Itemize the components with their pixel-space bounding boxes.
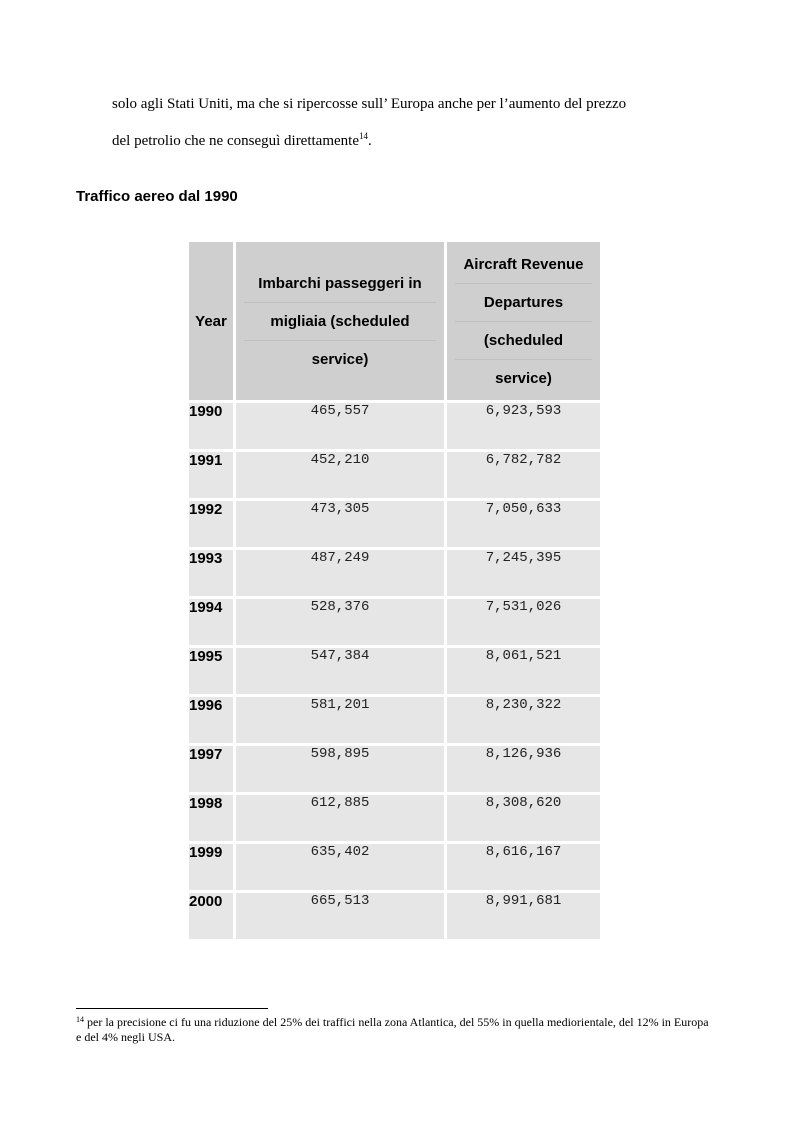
table-row (189, 599, 600, 645)
cell-year: 1999 (189, 844, 233, 890)
table-row (189, 697, 600, 743)
cell-aircraft: 8,991,681 (447, 893, 600, 939)
cell-year: 1994 (189, 599, 233, 645)
table-row (189, 550, 600, 596)
footnote-divider (76, 1008, 268, 1009)
header-imbarchi (236, 242, 444, 400)
cell-aircraft: 7,050,633 (447, 501, 600, 547)
cell-imbarchi: 487,249 (236, 550, 444, 596)
cell-aircraft: 6,782,782 (447, 452, 600, 498)
cell-aircraft: 8,061,521 (447, 648, 600, 694)
footnote-number: 14 (76, 1015, 84, 1024)
cell-year: 1992 (189, 501, 233, 547)
cell-year: 2000 (189, 893, 233, 939)
table-row (189, 795, 600, 841)
table-row (189, 452, 600, 498)
header-imbarchi-line: Imbarchi passeggeri in (244, 265, 436, 303)
header-imbarchi-line: service) (311, 350, 369, 368)
table-row (189, 648, 600, 694)
header-aircraft-line: Departures (455, 284, 592, 322)
cell-imbarchi: 452,210 (236, 452, 444, 498)
body-paragraph-line-2 (112, 131, 372, 149)
cell-imbarchi: 473,305 (236, 501, 444, 547)
table-header-row (189, 242, 600, 400)
cell-imbarchi: 547,384 (236, 648, 444, 694)
cell-year: 1991 (189, 452, 233, 498)
header-aircraft-line: service) (495, 369, 552, 387)
cell-aircraft: 8,126,936 (447, 746, 600, 792)
table-row (189, 403, 600, 449)
table-row (189, 844, 600, 890)
table-row (189, 893, 600, 939)
cell-aircraft: 7,245,395 (447, 550, 600, 596)
header-aircraft-line: (scheduled (455, 322, 592, 360)
cell-imbarchi: 665,513 (236, 893, 444, 939)
cell-aircraft: 7,531,026 (447, 599, 600, 645)
table-row (189, 746, 600, 792)
cell-imbarchi: 598,895 (236, 746, 444, 792)
cell-year: 1990 (189, 403, 233, 449)
cell-year: 1996 (189, 697, 233, 743)
cell-year: 1995 (189, 648, 233, 694)
cell-year: 1997 (189, 746, 233, 792)
body-paragraph-end: . (368, 133, 372, 149)
header-year: Year (189, 242, 233, 400)
traffic-table (186, 239, 603, 942)
cell-aircraft: 8,230,322 (447, 697, 600, 743)
header-aircraft-line: Aircraft Revenue (455, 246, 592, 284)
table-row (189, 501, 600, 547)
cell-aircraft: 6,923,593 (447, 403, 600, 449)
cell-imbarchi: 581,201 (236, 697, 444, 743)
cell-imbarchi: 465,557 (236, 403, 444, 449)
section-heading: Traffico aereo dal 1990 (76, 188, 238, 205)
footnote-reference[interactable]: 14 (359, 131, 368, 141)
cell-imbarchi: 635,402 (236, 844, 444, 890)
body-paragraph-text: del petrolio che ne conseguì direttamente (112, 133, 359, 149)
footnote (76, 1015, 716, 1045)
body-paragraph-line-1: solo agli Stati Uniti, ma che si ripercosse sull’ Europa anche per l’aumento del prezzo (112, 96, 627, 112)
header-imbarchi-line: migliaia (scheduled (244, 303, 436, 341)
cell-imbarchi: 528,376 (236, 599, 444, 645)
cell-year: 1998 (189, 795, 233, 841)
cell-aircraft: 8,616,167 (447, 844, 600, 890)
cell-year: 1993 (189, 550, 233, 596)
cell-aircraft: 8,308,620 (447, 795, 600, 841)
cell-imbarchi: 612,885 (236, 795, 444, 841)
footnote-text: per la precisione ci fu una riduzione del 25% dei traffici nella zona Atlantica, del 55% in quella mediorientale, del 12% in Europa e del 4% negli USA. (76, 1015, 709, 1044)
header-aircraft (447, 242, 600, 400)
